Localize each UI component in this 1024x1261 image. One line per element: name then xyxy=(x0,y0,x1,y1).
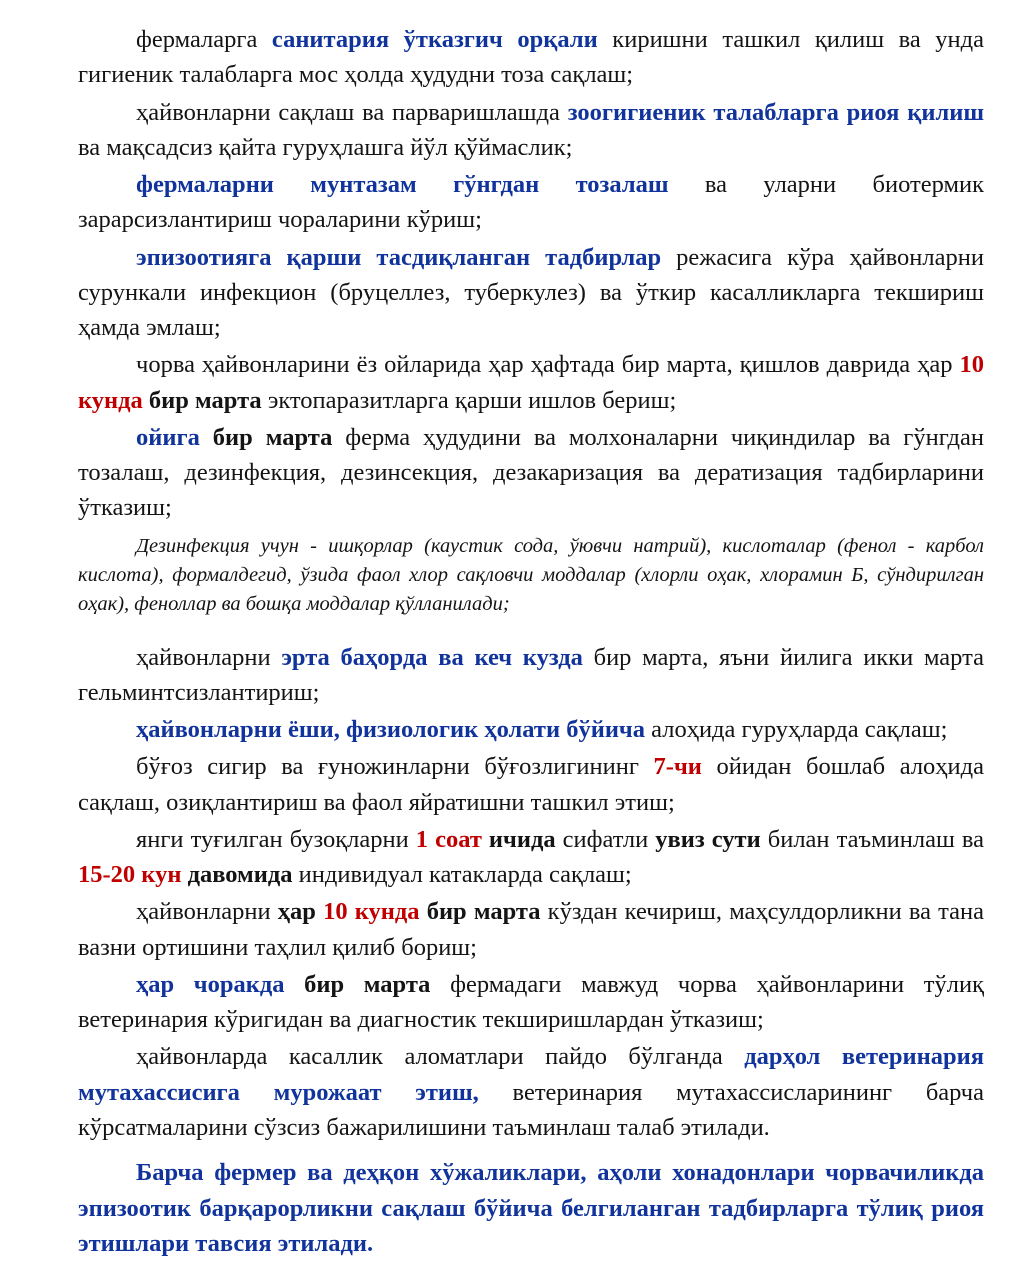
highlight-blue-text: ҳайвонларни ёши, физиологик ҳолати бўйича xyxy=(136,716,645,744)
body-text: ва уларни биотермик зарарсизлантириш чораларини кўриш; xyxy=(78,171,984,234)
highlight-blue-text: дарҳол ветеринария мутахассисига мурожаат этиш, xyxy=(78,1043,984,1106)
body-text: чорва ҳайвонларини ёз ойларида ҳар ҳафтада бир марта, қишлов даврида ҳар xyxy=(136,351,960,379)
paragraph xyxy=(78,894,984,965)
bold-text: ҳар xyxy=(277,898,316,926)
highlight-blue-text: санитария ўтказгич орқали xyxy=(271,26,598,53)
body-text: ветеринария мутахассисларининг барча кўрсатмаларини сўзсиз бажарилишини таъминлаш талаб этилади. xyxy=(78,1078,984,1141)
body-text: Дезинфекция учун - ишқорлар (каустик сода, ўювчи натрий), кислоталар (фенол - карбол кислота), формалдегид, ўзида фаол хлор сақловчи моддалар (хлорли оҳак, хлорамин Б, сўндирилган оҳак), феноллар ва бошқа моддалар қўлланилади; xyxy=(78,534,984,615)
body-text: сифатли xyxy=(555,825,656,853)
body-text: ҳайвонларни xyxy=(136,643,282,671)
paragraph xyxy=(78,420,984,526)
bold-text: бир марта xyxy=(212,423,333,451)
highlight-blue-text: зоогигиеник талабларга риоя қилиш xyxy=(567,98,984,126)
paragraph xyxy=(78,967,984,1038)
highlight-blue-text: фермаларни мунтазам гўнгдан тозалаш xyxy=(136,171,669,199)
document-body xyxy=(78,22,984,1261)
body-text: индивидуал катакларда сақлаш; xyxy=(292,861,632,889)
highlight-blue-text: ҳар чоракда xyxy=(136,970,285,998)
body-text: режасига кўра ҳайвонларни сурункали инфекцион (бруцеллез, туберкулез) ва ўткир касалликларга текшириш ҳамда эмлаш; xyxy=(78,243,984,342)
highlight-red-text: 7-чи xyxy=(653,753,702,781)
highlight-red-text: кун xyxy=(141,861,182,889)
body-text xyxy=(284,971,304,998)
paragraph xyxy=(78,22,984,93)
body-text: кўздан кечириш, маҳсулдорликни ва тана вазни ортишини таҳлил қилиб бориш; xyxy=(78,898,985,961)
paragraph xyxy=(78,822,984,893)
bold-text: бир марта xyxy=(304,970,431,998)
body-text xyxy=(348,898,355,925)
bold-text: бир марта xyxy=(426,898,541,926)
body-text: ҳайвонларда касаллик аломатлари пайдо бўлганда xyxy=(136,1043,745,1071)
body-text: бўғоз сигир ва ғуножинларни бўғозлигининг xyxy=(136,753,654,781)
body-text xyxy=(482,826,489,853)
body-text: ферма ҳудудини ва молхоналарни чиқиндилар ва гўнгдан тозалаш, дезинфекция, дезинсекция, дезакаризация ва дератизация тадбирларини ўтказиш; xyxy=(78,423,984,522)
bold-text: бир марта xyxy=(148,386,262,414)
body-text xyxy=(316,898,323,925)
paragraph xyxy=(78,749,984,820)
highlight-blue-text: ойига xyxy=(136,423,200,451)
highlight-red-text: 15-20 xyxy=(78,861,136,889)
body-text xyxy=(420,898,427,925)
highlight-red-text: кунда xyxy=(78,386,143,414)
bold-text: давомида xyxy=(187,861,293,889)
body-text: ойидан бошлаб алоҳида сақлаш, озиқлантириш ва фаол яйратишни ташкил этиш; xyxy=(78,753,984,816)
highlight-blue-text: эпизоотияга қарши тасдиқланган тадбирлар xyxy=(136,243,662,271)
italic-note xyxy=(78,532,984,619)
body-text: ва мақсадсиз қайта гуруҳлашга йўл қўймаслик; xyxy=(78,133,573,161)
body-text: янги туғилган бузоқларни xyxy=(136,825,416,853)
bold-text: увиз сути xyxy=(655,825,761,853)
paragraph xyxy=(78,240,984,346)
highlight-red-text: 10 xyxy=(959,351,984,379)
paragraph xyxy=(78,167,984,238)
body-text: фермаларга xyxy=(136,26,272,53)
body-text: ҳайвонларни xyxy=(136,898,278,926)
body-text: эктопаразитларга қарши ишлов бериш; xyxy=(261,386,677,414)
highlight-red-text: соат xyxy=(435,825,482,853)
paragraph xyxy=(78,640,984,711)
body-text: фермадаги мавжуд чорва ҳайвонларини тўлиқ ветеринария кўригидан ва диагностик текширишлардан ўтказиш; xyxy=(78,970,984,1034)
paragraph xyxy=(78,712,984,747)
body-text: киришни ташкил қилиш ва унда гигиеник талабларга мос ҳолда ҳудудни тоза сақлаш; xyxy=(78,26,985,89)
body-text xyxy=(200,424,213,451)
body-text: бир марта, яъни йилига икки марта гельминтсизлантириш; xyxy=(78,643,984,706)
paragraph xyxy=(78,347,984,418)
paragraph xyxy=(78,1039,984,1145)
bold-text: ичида xyxy=(488,825,556,853)
closing-paragraph xyxy=(78,1155,984,1261)
highlight-blue-text: Барча фермер ва деҳқон хўжаликлари, аҳоли хонадонлари чорвачиликда эпизоотик барқарорликни сақлаш бўйича белгиланган тадбирларга тўлиқ риоя этишлари тавсия этилади. xyxy=(78,1159,984,1257)
body-text: ҳайвонларни сақлаш ва парваришлашда xyxy=(136,98,568,126)
highlight-red-text: кунда xyxy=(354,898,420,926)
body-text: билан таъминлаш ва xyxy=(760,825,984,853)
highlight-red-text: 1 xyxy=(415,825,429,853)
paragraph xyxy=(78,95,984,166)
body-text: алоҳида гуруҳларда сақлаш; xyxy=(645,716,948,744)
highlight-blue-text: эрта баҳорда ва кеч кузда xyxy=(281,643,583,671)
highlight-red-text: 10 xyxy=(323,898,348,926)
